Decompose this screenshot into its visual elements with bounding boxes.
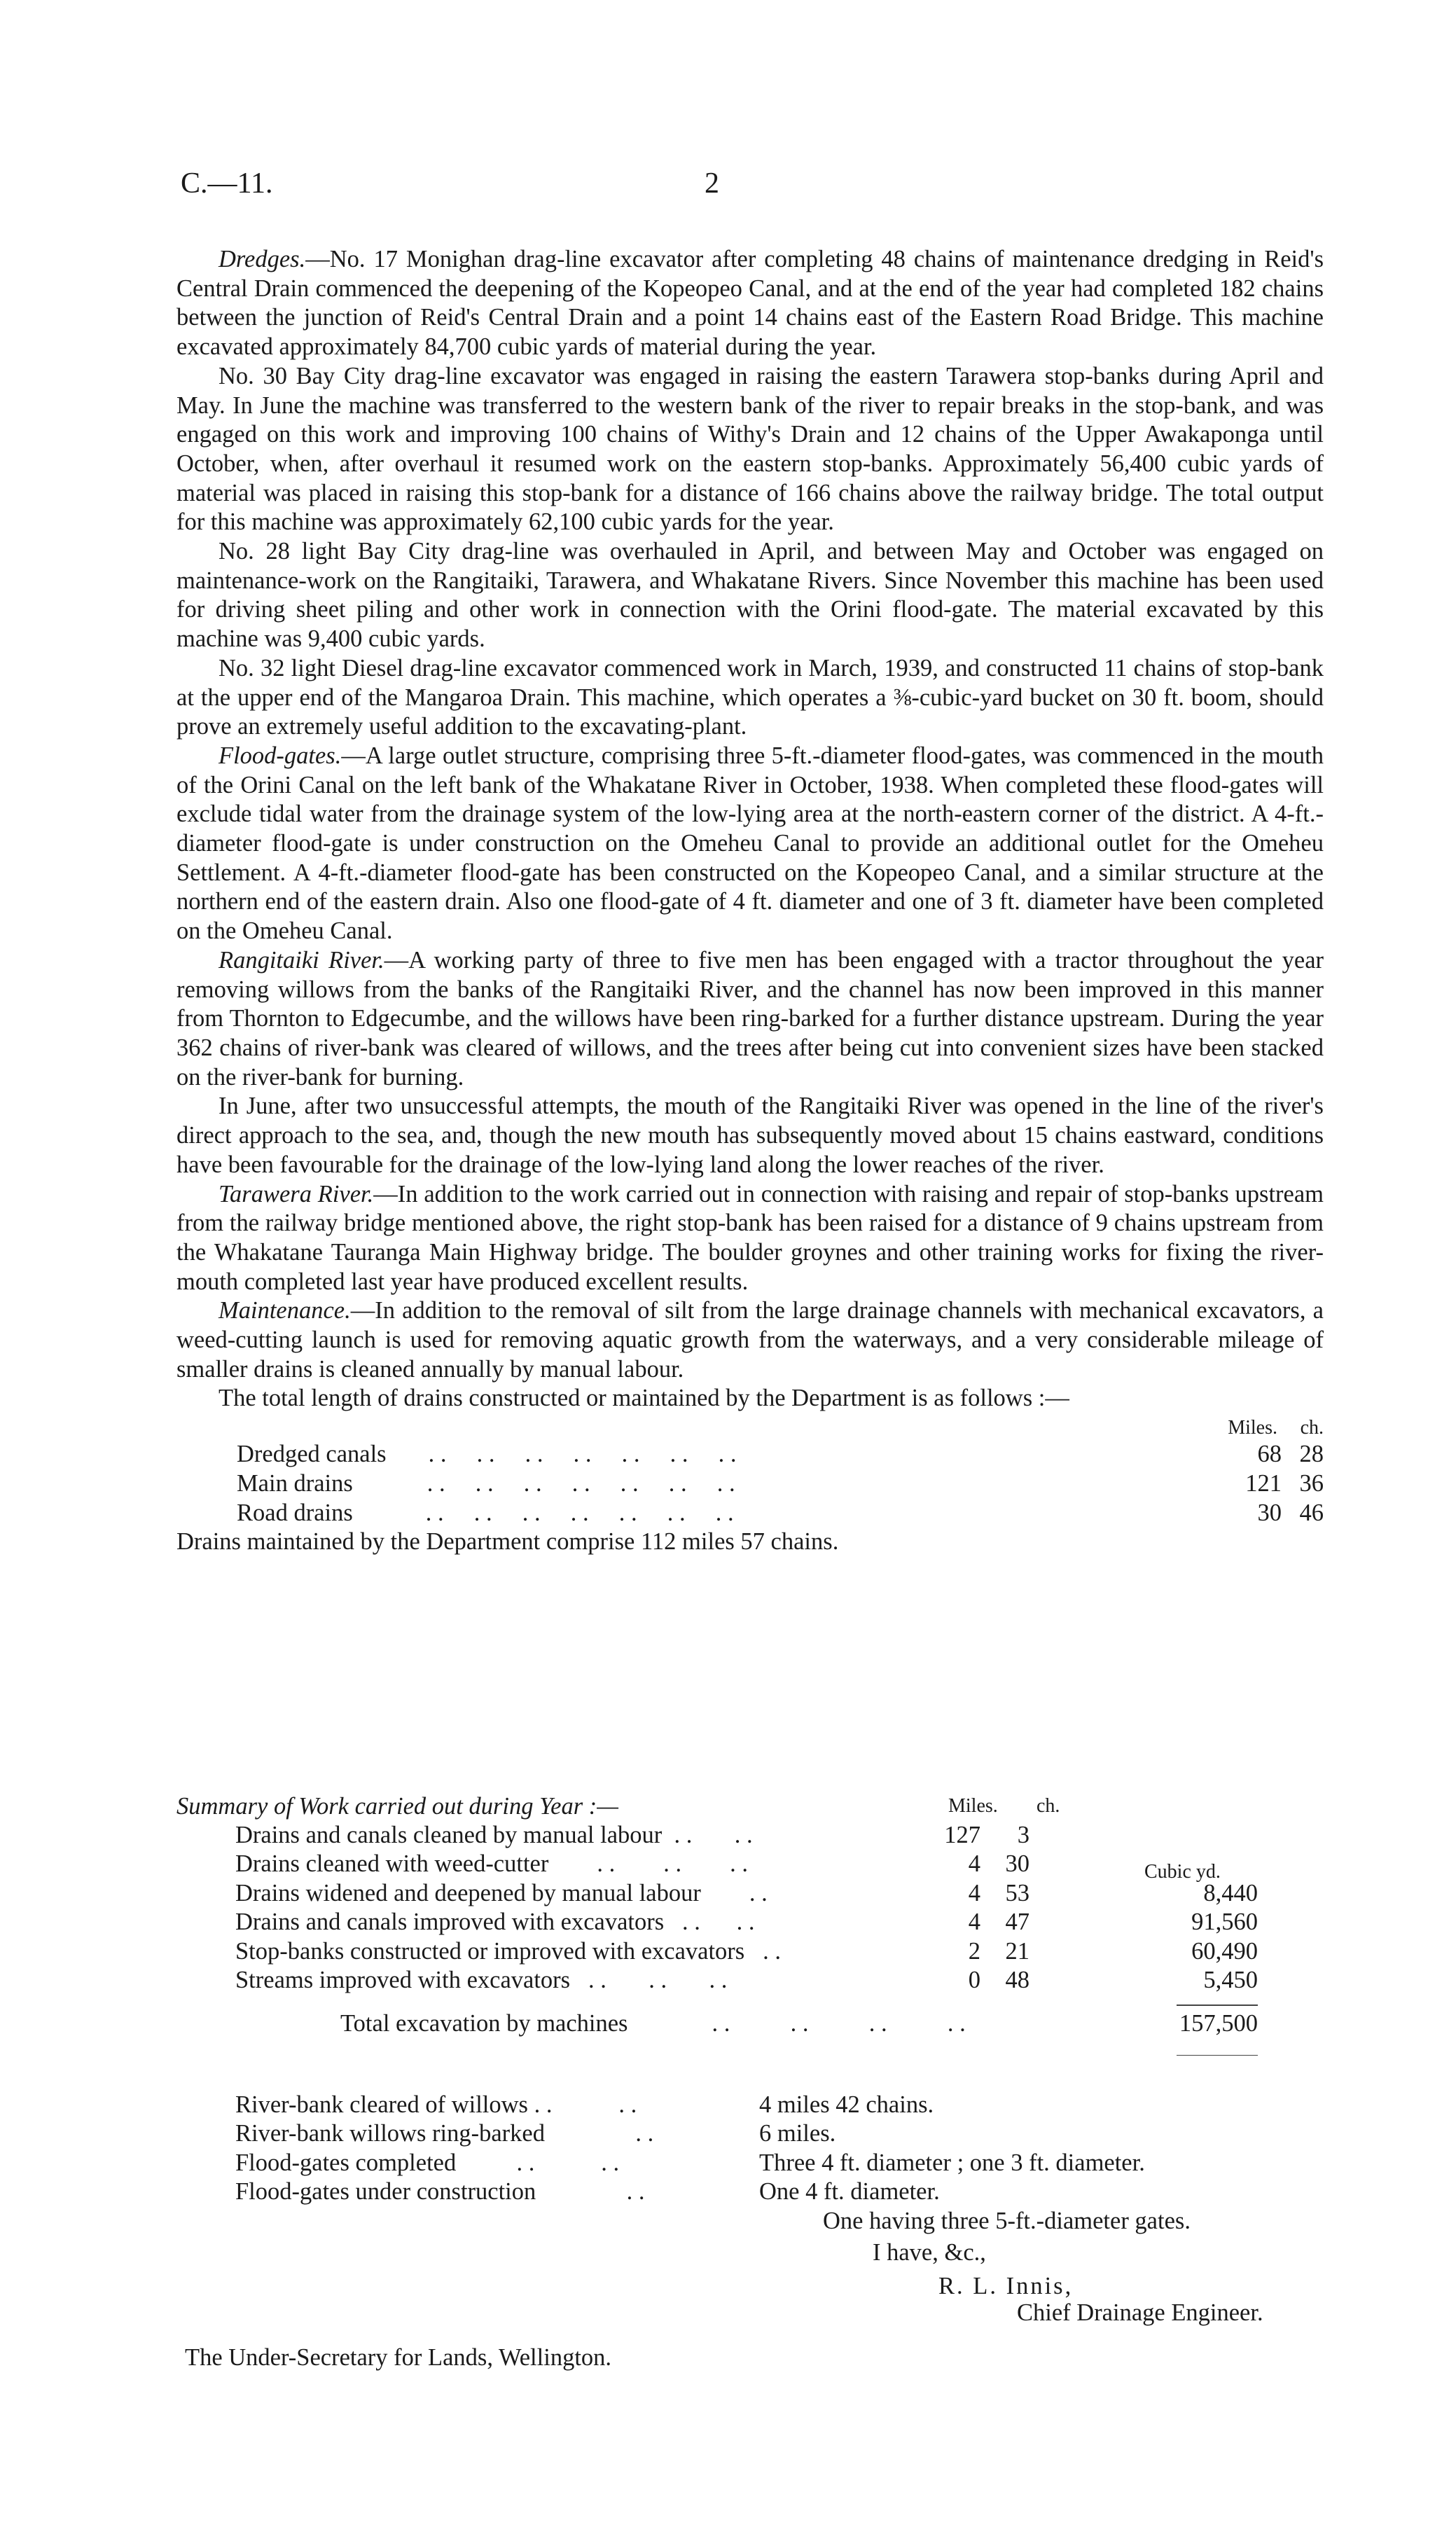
summary-table (235, 1821, 1258, 1995)
paragraph-dredges: Dredges.—No. 17 Monighan drag-line excavator after completing 48 chains of maintenance dredging in Reid's Central Drain commenced the deepening of the Kopeopeo Canal, and at the end of the year had completed 182 chains between the junction of Reid's Central Drain and a point 14 chains east of the Eastern Road Bridge. This machine excavated approximately 84,700 cubic yards of material during the year. (176, 246, 1324, 361)
table-row: Dredged canals . . . . . . . . . . . . . . 68 28 (237, 1441, 1324, 1468)
paragraph-tarawera: Tarawera River.—In addition to the work carried out in connection with raising and repair of stop-banks upstream from the railway bridge mentioned above, the right stop-bank has been raised for a distance of 9 chains upstream from the Whakatane Tauranga Main Highway bridge. The boulder groynes and other training works for fixing the river-mouth completed last year have produced excellent results. (176, 1180, 1324, 1295)
summary-cubic-header: Cubic yd. (1144, 1861, 1221, 1883)
table-row: Drains and canals cleaned by manual labour . . . . 127 3 (235, 1822, 1029, 1848)
paragraph-maintenance: Maintenance.—In addition to the removal of silt from the large drainage channels with mechanical excavators, a weed-cutting launch is used for removing aquatic growth from the waterways, and a very considerable mileage of smaller drains is cleaned annually by manual labour. (176, 1297, 1324, 1383)
signoff-name: R. L. Innis, (938, 2273, 1074, 2299)
table-row: Stop-banks constructed or improved with excavators . . 2 21 60,490 (235, 1937, 1258, 1965)
paragraph-no28: No. 28 light Bay City drag-line was overhauled in April, and between May and October was engaged on maintenance-work on the Rangitaiki, Tarawera, and Whakatane Rivers. Since November this machine has been used for driving sheet piling and other work in connection with the Orini flood-gate. The material excavated by this machine was 9,400 cubic yards. (176, 538, 1324, 653)
list-item: River-bank willows ring-barked . . 6 miles. (235, 2120, 836, 2147)
paragraph-no32: No. 32 light Diesel drag-line excavator commenced work in March, 1939, and constructed 11 chains of stop-bank at the upper end of the Mangaroa Drain. This machine, which operates a ⅜-cubic-yard bucket on 30 ft. boom, should prove an extremely useful addition to the excavating-plant. (176, 654, 1324, 740)
list-item: Flood-gates under construction . . One 4 ft. diameter. (235, 2178, 940, 2206)
addressee: The Under-Secretary for Lands, Wellington. (185, 2344, 612, 2371)
paragraph-flood-gates: Flood-gates.—A large outlet structure, comprising three 5-ft.-diameter flood-gates, was commenced in the mouth of the Orini Canal on the left bank of the Whakatane River in October, 1938. When completed these flood-gates will exclude tidal water from the drainage system of the low-lying area at the north-eastern corner of the district. A 4-ft.-diameter flood-gate is under construction on the Omeheu Canal to provide an additional outlet for the Omeheu Settlement. A 4-ft.-diameter flood-gate has been constructed on the Kopeopeo Canal, and a similar structure at the northern end of the eastern drain. Also one flood-gate of 4 ft. diameter and one of 3 ft. diameter have been completed on the Omeheu Canal. (176, 742, 1324, 945)
list-item: River-bank cleared of willows . . . . 4 miles 42 chains. (235, 2091, 934, 2118)
table-row: Streams improved with excavators . . . . . . 0 48 5,450 (235, 1966, 1258, 1993)
total-rule (1177, 2055, 1258, 2056)
summary-miles-header: Miles. (948, 1795, 998, 1817)
page-number: 2 (705, 167, 719, 200)
paragraph-rangitaiki: Rangitaiki River.—A working party of three to five men has been engaged with a tractor throughout the year removing willows from the banks of the Rangitaiki River, and the channel has now been improved in this manner from Thornton to Edgecumbe, and the willows have been ring-barked for a further distance upstream. During the year 362 chains of river-bank was cleared of willows, and the trees after being cut into convenient sizes have been stacked on the river-bank for burning. (176, 946, 1324, 1090)
total-label: Total excavation by machines (340, 2010, 628, 2037)
document-reference: C.—11. (181, 167, 273, 200)
summary-chains-header: ch. (1036, 1795, 1060, 1817)
total-value: 157,500 (1179, 2010, 1258, 2037)
paragraph-no30: No. 30 Bay City drag-line excavator was engaged in raising the eastern Tarawera stop-banks during April and May. In June the machine was transferred to the western bank of the river to repair breaks in the stop-bank, and was engaged on this work and improving 100 chains of Withy's Drain and 12 chains of the Upper Awakaponga until October, when, after overhaul it resumed work on the eastern stop-banks. Approximately 56,400 cubic yards of material was placed in raising this stop-bank for a distance of 166 chains above the railway bridge. The total output for this machine was approximately 62,100 cubic yards for the year. (176, 362, 1324, 536)
total-excavation-row: Total excavation by machines . . . . . . . . 157,500 (340, 2010, 1258, 2037)
summary-extras (235, 2091, 1191, 2236)
paragraph-river-mouth: In June, after two unsuccessful attempts, the mouth of the Rangitaiki River was opened in the line of the river's direct approach to the sea, and, though the new mouth has subsequently moved about 15 chains eastward, conditions have been favourable for the drainage of the low-lying land along the lower reaches of the river. (176, 1093, 1324, 1178)
drain-lengths-column-headers (176, 1413, 1324, 1440)
paragraph-total-length: The total length of drains constructed or maintained by the Department is as follows :— (219, 1385, 1069, 1412)
table-row: Drains and canals improved with excavators . . . . 4 47 91,560 (235, 1909, 1258, 1936)
table-row: Drains widened and deepened by manual labour . . 4 53 8,440 (235, 1879, 1258, 1906)
list-item: Flood-gates completed . . . . Three 4 ft. diameter ; one 3 ft. diameter. (235, 2149, 1145, 2176)
table-row: Main drains . . . . . . . . . . . . . . 121 36 (237, 1469, 1324, 1497)
drains-maintained-note: Drains maintained by the Department comprise 112 miles 57 chains. (176, 1528, 839, 1556)
miles-column-header: Miles. (1228, 1417, 1277, 1439)
chains-column-header: ch. (1300, 1417, 1324, 1439)
list-item-continuation: One having three 5-ft.-diameter gates. (823, 2207, 1191, 2234)
summary-title: Summary of Work carried out during Year :— (176, 1793, 618, 1820)
signoff-greeting: I have, &c., (873, 2239, 986, 2266)
table-row: Drains cleaned with weed-cutter . . . . . . 4 30 (235, 1850, 1029, 1878)
table-row: Road drains . . . . . . . . . . . . . . 30 46 (237, 1499, 1324, 1526)
report-body (176, 245, 1324, 1557)
subtotal-rule (1177, 2005, 1258, 2006)
signoff-title: Chief Drainage Engineer. (1017, 2299, 1263, 2326)
drain-lengths-table (237, 1440, 1324, 1528)
